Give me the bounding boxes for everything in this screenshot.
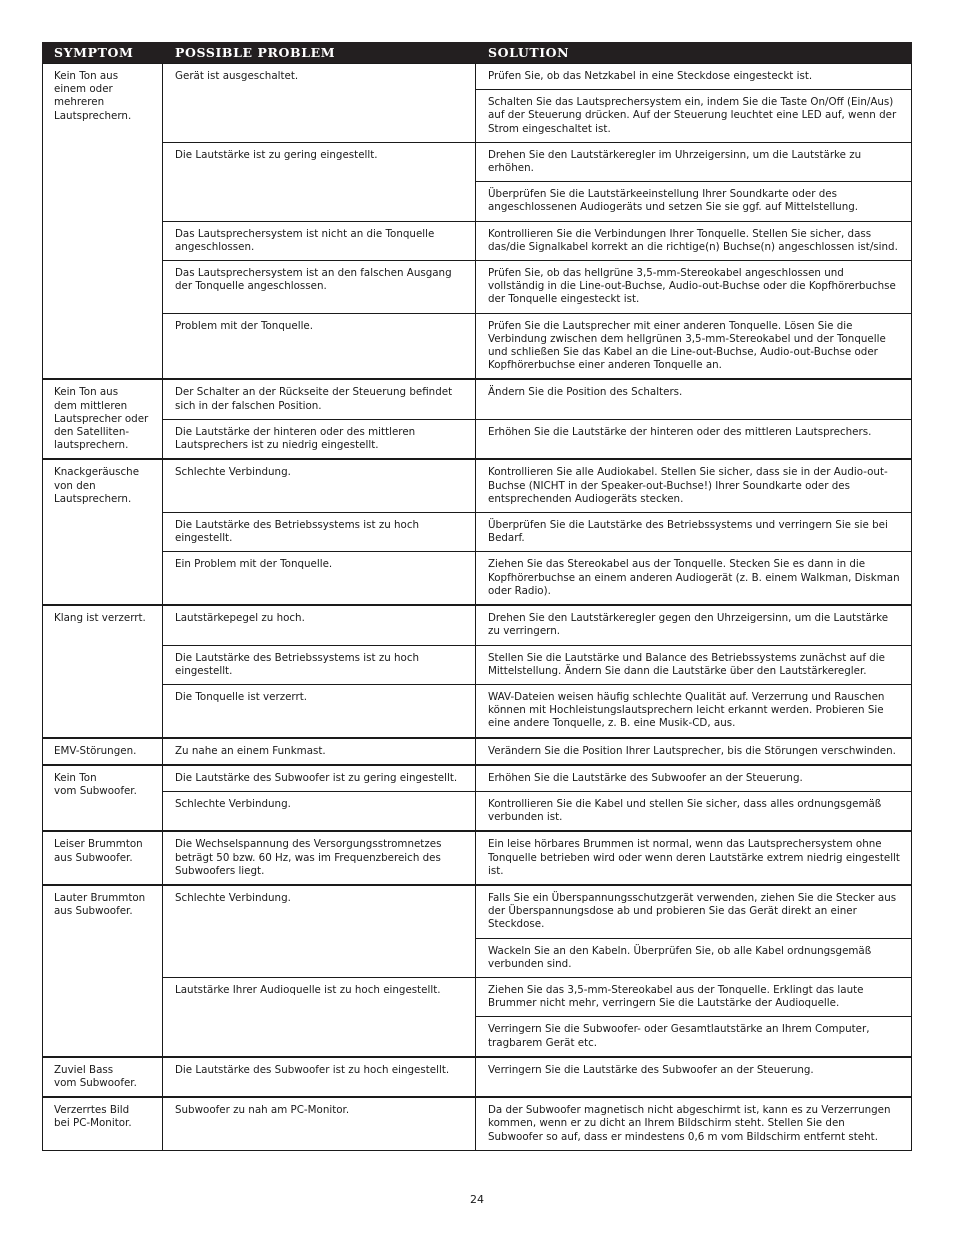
possible-problem-cell: Schlechte Verbindung. bbox=[163, 460, 476, 512]
solution-cell: Verändern Sie die Position Ihrer Lautsprecher, bis die Störungen verschwinden. bbox=[488, 744, 896, 757]
symptom-cell: Leiser Brummton aus Subwoofer. bbox=[43, 832, 163, 884]
problem-row bbox=[163, 766, 911, 791]
possible-problem-cell: Schlechte Verbindung. bbox=[163, 886, 476, 977]
possible-problem-cell: Der Schalter an der Rückseite der Steuerung befindet sich in der falschen Position. bbox=[163, 380, 476, 419]
problem-row bbox=[163, 512, 911, 551]
solution-cell: Falls Sie ein Überspannungsschutzgerät verwenden, ziehen Sie die Stecker aus der Überspannungsdose ab und probieren Sie das Gerät direkt an einer Steckdose. bbox=[488, 891, 897, 931]
possible-problem-cell: Die Lautstärke des Betriebssystems ist zu hoch eingestellt. bbox=[163, 513, 476, 551]
problem-row bbox=[163, 551, 911, 604]
symptom-cell: Kein Ton aus einem oder mehreren Lautsprechern. bbox=[43, 64, 163, 378]
solution-cell: Überprüfen Sie die Lautstärkeeinstellung Ihrer Soundkarte oder des angeschlossenen Audiogeräts und setzen Sie sie ggf. auf Mittelstellung. bbox=[476, 181, 911, 220]
possible-problem-cell: Die Lautstärke des Betriebssystems ist zu hoch eingestellt. bbox=[163, 646, 476, 684]
problem-row bbox=[163, 1058, 911, 1096]
solution-cell: Prüfen Sie die Lautsprecher mit einer anderen Tonquelle. Lösen Sie die Verbindung zwischen dem hellgrünen 3,5-mm-Stereokabel und der Tonquelle und schließen Sie das Kabel an die Line-out-Buchse, Audio-out-Buchse oder Kopfhörerbuchse einer anderen Tonquelle an. bbox=[488, 319, 886, 372]
table-body bbox=[42, 63, 912, 1150]
possible-problem-cell: Problem mit der Tonquelle. bbox=[163, 314, 476, 379]
possible-problem-cell: Das Lautsprechersystem ist nicht an die Tonquelle angeschlossen. bbox=[163, 222, 476, 260]
solution-cell: Kontrollieren Sie alle Audiokabel. Stellen Sie sicher, dass sie in der Audio-out-Buchse (NICHT in der Speaker-out-Buchse!) Ihrer Soundkarte oder des entsprechenden Audiogeräts stecken. bbox=[488, 466, 888, 505]
solution-cell: Ein leise hörbares Brummen ist normal, wenn das Lautsprechersystem ohne Tonquelle betrieben wird oder wenn deren Lautstärke extrem niedrig eingestellt ist. bbox=[488, 838, 900, 877]
problem-row bbox=[163, 832, 911, 884]
solution-cell: WAV-Dateien weisen häufig schlechte Qualität auf. Verzerrung und Rauschen können mit Hochleistungslautsprechern leicht erkannt werden. Probieren Sie eine andere Tonquelle, z. B. eine Musik-CD, aus. bbox=[488, 690, 885, 730]
solution-cell: Erhöhen Sie die Lautstärke der hinteren oder des mittleren Lautsprechers. bbox=[488, 425, 872, 438]
solution-cell: Drehen Sie den Lautstärkeregler im Uhrzeigersinn, um die Lautstärke zu erhöhen. bbox=[488, 148, 862, 175]
solution-cell: Schalten Sie das Lautsprechersystem ein, indem Sie die Taste On/Off (Ein/Aus) auf der Steuerung drücken. Auf der Steuerung leuchtet eine LED auf, wenn der Strom eingeschaltet ist. bbox=[476, 89, 911, 142]
solution-cell: Verringern Sie die Subwoofer- oder Gesamtlautstärke an Ihrem Computer, tragbarem Gerät etc. bbox=[476, 1016, 911, 1055]
symptom-group bbox=[42, 764, 912, 831]
problem-row bbox=[163, 142, 911, 221]
solution-cell: Erhöhen Sie die Lautstärke des Subwoofer an der Steuerung. bbox=[488, 771, 803, 784]
problem-row bbox=[163, 221, 911, 260]
problem-row bbox=[163, 684, 911, 737]
header-symptom: SYMPTOM bbox=[54, 45, 134, 60]
solution-cell: Drehen Sie den Lautstärkeregler gegen den Uhrzeigersinn, um die Lautstärke zu verringern. bbox=[488, 612, 889, 638]
symptom-cell: Zuviel Bass vom Subwoofer. bbox=[43, 1058, 163, 1096]
problem-row bbox=[163, 460, 911, 512]
problem-row bbox=[163, 645, 911, 684]
solution-cell: Überprüfen Sie die Lautstärke des Betriebssystems und verringern Sie sie bei Bedarf. bbox=[488, 519, 888, 545]
solution-cell: Prüfen Sie, ob das Netzkabel in eine Steckdose eingesteckt ist. bbox=[488, 70, 813, 82]
symptom-group bbox=[42, 604, 912, 736]
symptom-group bbox=[42, 63, 912, 378]
problem-row bbox=[163, 64, 911, 142]
solution-cell: Ziehen Sie das 3,5-mm-Stereokabel aus der Tonquelle. Erklingt das laute Brummer nicht mehr, verringern Sie die Lautstärke der Audioquelle. bbox=[488, 983, 864, 1010]
symptom-group bbox=[42, 884, 912, 1056]
symptom-group bbox=[42, 830, 912, 884]
problem-row bbox=[163, 886, 911, 977]
solution-cell: Wackeln Sie an den Kabeln. Überprüfen Sie, ob alle Kabel ordnungsgemäß verbunden sind. bbox=[476, 938, 911, 977]
possible-problem-cell: Die Lautstärke der hinteren oder des mittleren Lautsprechers ist zu niedrig eingestellt. bbox=[163, 420, 476, 459]
problem-row bbox=[163, 313, 911, 379]
header-solution: SOLUTION bbox=[488, 45, 570, 60]
symptom-cell: Kein Ton aus dem mittleren Lautsprecher oder den Satelliten- lautsprechern. bbox=[43, 380, 163, 458]
possible-problem-cell: Die Tonquelle ist verzerrt. bbox=[163, 685, 476, 737]
symptom-group bbox=[42, 458, 912, 604]
symptom-cell: Klang ist verzerrt. bbox=[43, 606, 163, 736]
problem-row bbox=[163, 380, 911, 419]
solution-cell: Kontrollieren Sie die Verbindungen Ihrer Tonquelle. Stellen Sie sicher, dass das/die Signalkabel korrekt an die richtige(n) Buchse(n) angeschlossen ist/sind. bbox=[488, 227, 898, 253]
possible-problem-cell: Subwoofer zu nah am PC-Monitor. bbox=[163, 1098, 476, 1150]
symptom-group bbox=[42, 1096, 912, 1150]
solution-cell: Stellen Sie die Lautstärke und Balance des Betriebssystems zunächst auf die Mittelstellung. Ändern Sie dann die Lautstärke über den Lautstärkeregler. bbox=[488, 651, 885, 677]
problem-row bbox=[163, 739, 911, 764]
possible-problem-cell: Die Lautstärke des Subwoofer ist zu gering eingestellt. bbox=[163, 766, 476, 791]
possible-problem-cell: Schlechte Verbindung. bbox=[163, 792, 476, 830]
possible-problem-cell: Zu nahe an einem Funkmast. bbox=[163, 739, 476, 764]
table-header bbox=[42, 42, 912, 63]
symptom-cell: EMV-Störungen. bbox=[43, 739, 163, 764]
problem-row bbox=[163, 1098, 911, 1150]
solution-cell: Prüfen Sie, ob das hellgrüne 3,5-mm-Stereokabel angeschlossen und vollständig in die Line-out-Buchse, Audio-out-Buchse oder die Kopfhörerbuchse der Tonquelle eingesteckt ist. bbox=[488, 267, 896, 306]
possible-problem-cell: Das Lautsprechersystem ist an den falschen Ausgang der Tonquelle angeschlossen. bbox=[163, 261, 476, 313]
symptom-cell: Verzerrtes Bild bei PC-Monitor. bbox=[43, 1098, 163, 1150]
header-possible-problem: POSSIBLE PROBLEM bbox=[175, 45, 336, 60]
symptom-cell: Knackgeräusche von den Lautsprechern. bbox=[43, 460, 163, 604]
symptom-cell: Kein Ton vom Subwoofer. bbox=[43, 766, 163, 831]
problem-row bbox=[163, 260, 911, 313]
problem-row bbox=[163, 606, 911, 644]
possible-problem-cell: Die Wechselspannung des Versorgungsstromnetzes beträgt 50 bzw. 60 Hz, was im Frequenzbereich des Subwoofers liegt. bbox=[163, 832, 476, 884]
page-number: 24 bbox=[470, 1193, 484, 1206]
symptom-group bbox=[42, 378, 912, 458]
problem-row bbox=[163, 977, 911, 1056]
solution-cell: Verringern Sie die Lautstärke des Subwoofer an der Steuerung. bbox=[488, 1063, 814, 1076]
problem-row bbox=[163, 419, 911, 459]
possible-problem-cell: Ein Problem mit der Tonquelle. bbox=[163, 552, 476, 604]
solution-cell: Da der Subwoofer magnetisch nicht abgeschirmt ist, kann es zu Verzerrungen kommen, wenn er zu dicht an Ihrem Bildschirm steht. Stellen Sie den Subwoofer so auf, dass er mindestens 0,6 m vom Bildschirm entfernt steht. bbox=[488, 1104, 891, 1143]
possible-problem-cell: Lautstärke Ihrer Audioquelle ist zu hoch eingestellt. bbox=[163, 978, 476, 1056]
solution-cell: Ändern Sie die Position des Schalters. bbox=[488, 386, 683, 399]
possible-problem-cell: Gerät ist ausgeschaltet. bbox=[163, 64, 476, 142]
possible-problem-cell: Die Lautstärke des Subwoofer ist zu hoch eingestellt. bbox=[163, 1058, 476, 1096]
troubleshooting-table bbox=[42, 42, 912, 1151]
possible-problem-cell: Die Lautstärke ist zu gering eingestellt. bbox=[163, 143, 476, 221]
symptom-group bbox=[42, 737, 912, 764]
symptom-group bbox=[42, 1056, 912, 1096]
problem-row bbox=[163, 791, 911, 830]
solution-cell: Ziehen Sie das Stereokabel aus der Tonquelle. Stecken Sie es dann in die Kopfhörerbuchse an einem anderen Audiogerät (z. B. einem Walkman, Diskman oder Radio). bbox=[488, 558, 900, 597]
solution-cell: Kontrollieren Sie die Kabel und stellen Sie sicher, dass alles ordnungsgemäß verbunden ist. bbox=[488, 797, 882, 824]
symptom-cell: Lauter Brummton aus Subwoofer. bbox=[43, 886, 163, 1056]
possible-problem-cell: Lautstärkepegel zu hoch. bbox=[163, 606, 476, 644]
